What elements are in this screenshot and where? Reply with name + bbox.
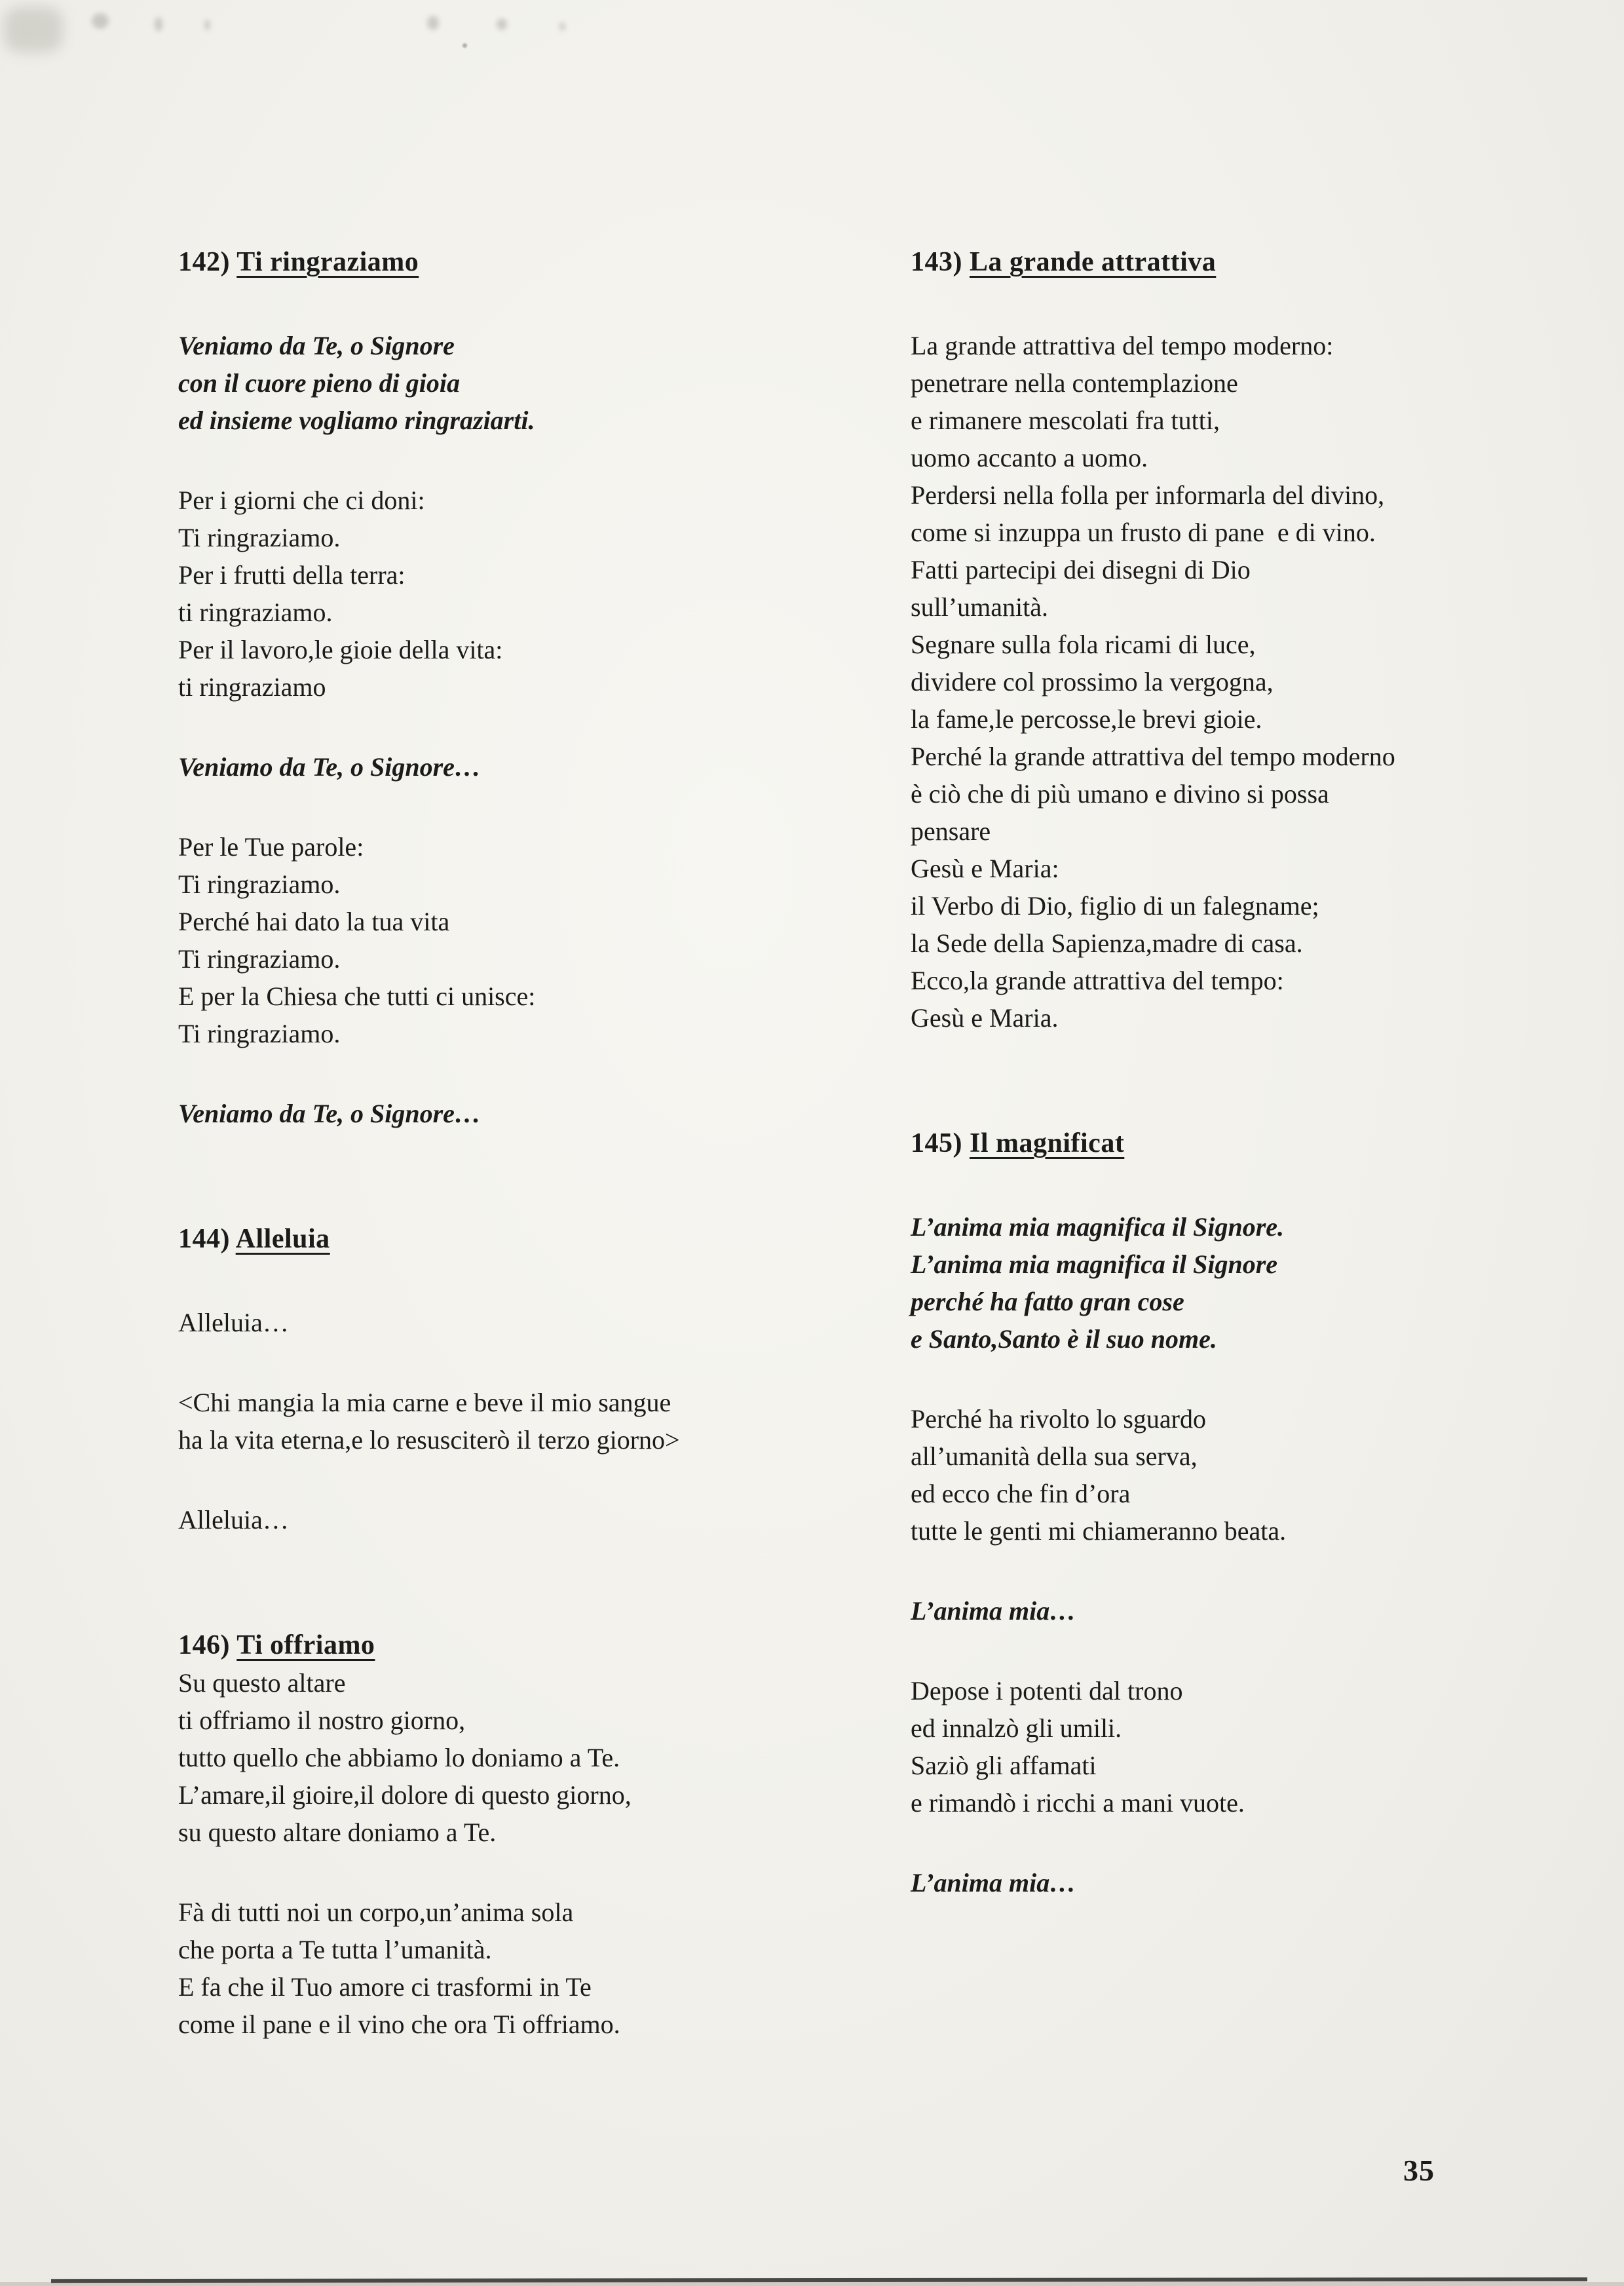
lyric-line: Perché hai dato la tua vita [178,907,450,936]
verse-block [178,1384,879,1458]
lyric-line: e rimanere mescolati fra tutti, [911,406,1220,435]
verse-block [178,1501,879,1538]
page-number: 35 [1403,2154,1435,2187]
scan-artifact [204,20,210,30]
song-title [911,1125,1585,1162]
verse-block [178,1664,879,1851]
refrain-block [911,1864,1585,1901]
verse-block [178,1304,879,1341]
verse-block [178,828,879,1052]
lyric-line: la fame,le percosse,le brevi gioie. [911,704,1262,734]
lyric-line: perché ha fatto gran cose [911,1287,1184,1316]
lyric-line: Per i frutti della terra: [178,560,406,590]
lyric-line: ti offriamo il nostro giorno, [178,1705,466,1735]
verse-block [178,1894,879,2043]
lyric-line: Alleluia… [178,1505,289,1534]
lyric-line: tutto quello che abbiamo lo doniamo a Te. [178,1743,620,1772]
lyric-line: è ciò che di più umano e divino si possa [911,779,1329,809]
lyric-line: Ecco,la grande attrattiva del tempo: [911,966,1284,995]
song-number: 144) [178,1224,236,1254]
lyric-line: Veniamo da Te, o Signore [178,331,455,360]
lyric-line: ed insieme vogliamo ringraziarti. [178,406,535,435]
lyric-line: Saziò gli affamati [911,1751,1097,1780]
lyric-line: Per i giorni che ci doni: [178,486,425,515]
lyric-line: Perdersi nella folla per informarla del divino, [911,480,1385,510]
song-name: Il magnificat [970,1128,1125,1158]
lyric-line: Veniamo da Te, o Signore… [178,1099,481,1128]
lyric-line: Gesù e Maria. [911,1003,1059,1033]
verse-block [911,1672,1585,1821]
song-143 [911,244,1585,1037]
lyric-line: penetrare nella contemplazione [911,368,1238,398]
song-number: 143) [911,247,970,277]
song-142 [178,244,879,1132]
lyric-line: sull’umanità. [911,592,1048,622]
verse-block [911,327,1585,1037]
song-name: Ti offriamo [236,1630,375,1660]
song-title [178,244,879,281]
lyric-line: Gesù e Maria: [911,854,1059,883]
lyric-line: Perché la grande attrattiva del tempo moderno [911,742,1395,771]
lyric-line: L’amare,il gioire,il dolore di questo giorno, [178,1780,632,1810]
scan-smudge [4,7,63,52]
refrain-block [178,1095,879,1132]
lyric-line: Ti ringraziamo. [178,523,341,552]
lyric-line: pensare [911,816,991,846]
song-145 [911,1125,1585,1901]
lyric-line: L’anima mia… [911,1596,1076,1626]
lyric-line: come si inzuppa un frusto di pane e di vino. [911,518,1376,547]
verse-block [178,482,879,706]
lyric-line: Su questo altare [178,1668,346,1698]
song-number: 145) [911,1128,970,1158]
lyric-line: che porta a Te tutta l’umanità. [178,1935,492,1964]
lyric-line: Alleluia… [178,1308,289,1337]
scan-artifact [427,16,439,30]
lyric-line: ti ringraziamo. [178,598,333,627]
refrain-block [178,327,879,439]
left-column [178,244,879,2131]
lyric-line: con il cuore pieno di gioia [178,368,460,398]
lyric-line: ed ecco che fin d’ora [911,1479,1131,1508]
scan-artifact [497,18,507,30]
right-column [911,244,1585,1990]
song-name: Alleluia [235,1224,330,1254]
song-name: La grande attrattiva [970,247,1217,277]
lyric-line: Ti ringraziamo. [178,1019,341,1048]
song-title [178,1221,879,1258]
lyric-line: ti ringraziamo [178,672,326,702]
lyric-line: Ti ringraziamo. [178,944,341,974]
song-title [911,244,1585,281]
song-number: 142) [178,247,237,277]
lyric-line: e Santo,Santo è il suo nome. [911,1324,1217,1354]
lyric-line: ha la vita eterna,e lo resusciterò il terzo giorno> [178,1425,680,1455]
lyric-line: <Chi mangia la mia carne e beve il mio sangue [178,1388,671,1417]
lyric-line: Fà di tutti noi un corpo,un’anima sola [178,1897,574,1927]
verse-block [911,1400,1585,1550]
lyric-line: il Verbo di Dio, figlio di un falegname; [911,891,1319,921]
lyric-line: tutte le genti mi chiameranno beata. [911,1516,1287,1546]
lyric-line: L’anima mia magnifica il Signore. [911,1212,1285,1242]
song-number: 146) [178,1630,237,1660]
lyric-line: E fa che il Tuo amore ci trasformi in Te [178,1972,592,2002]
lyric-line: Fatti partecipi dei disegni di Dio [911,555,1251,584]
refrain-block [911,1208,1585,1358]
lyric-line: L’anima mia magnifica il Signore [911,1249,1278,1279]
scan-artifact [559,22,565,31]
lyric-line: Per il lavoro,le gioie della vita: [178,635,503,664]
scan-artifact [92,13,109,29]
lyric-line: all’umanità della sua serva, [911,1441,1198,1471]
lyric-line: Segnare sulla fola ricami di luce, [911,630,1256,659]
lyric-line: Veniamo da Te, o Signore… [178,752,481,782]
lyric-line: Ti ringraziamo. [178,869,341,899]
lyric-line: E per la Chiesa che tutti ci unisce: [178,981,536,1011]
lyric-line: la Sede della Sapienza,madre di casa. [911,928,1303,958]
lyric-line: ed innalzò gli umili. [911,1713,1122,1743]
song-144 [178,1221,879,1538]
song-title [178,1627,879,1664]
lyric-line: come il pane e il vino che ora Ti offriamo. [178,2010,620,2039]
scan-artifact [155,17,162,31]
ink-dot [463,43,467,48]
lyric-line: e rimandò i ricchi a mani vuote. [911,1788,1245,1818]
lyric-line: dividere col prossimo la vergogna, [911,667,1274,696]
lyric-line: La grande attrattiva del tempo moderno: [911,331,1334,360]
lyric-line: L’anima mia… [911,1868,1076,1897]
lyric-line: Perché ha rivolto lo sguardo [911,1404,1206,1434]
lyric-line: Depose i potenti dal trono [911,1676,1183,1705]
lyric-line: uomo accanto a uomo. [911,443,1148,472]
refrain-block [178,748,879,786]
song-name: Ti ringraziamo [236,247,419,277]
song-146 [178,1627,879,2043]
refrain-block [911,1592,1585,1629]
lyric-line: Per le Tue parole: [178,832,364,862]
lyric-line: su questo altare doniamo a Te. [178,1818,497,1847]
